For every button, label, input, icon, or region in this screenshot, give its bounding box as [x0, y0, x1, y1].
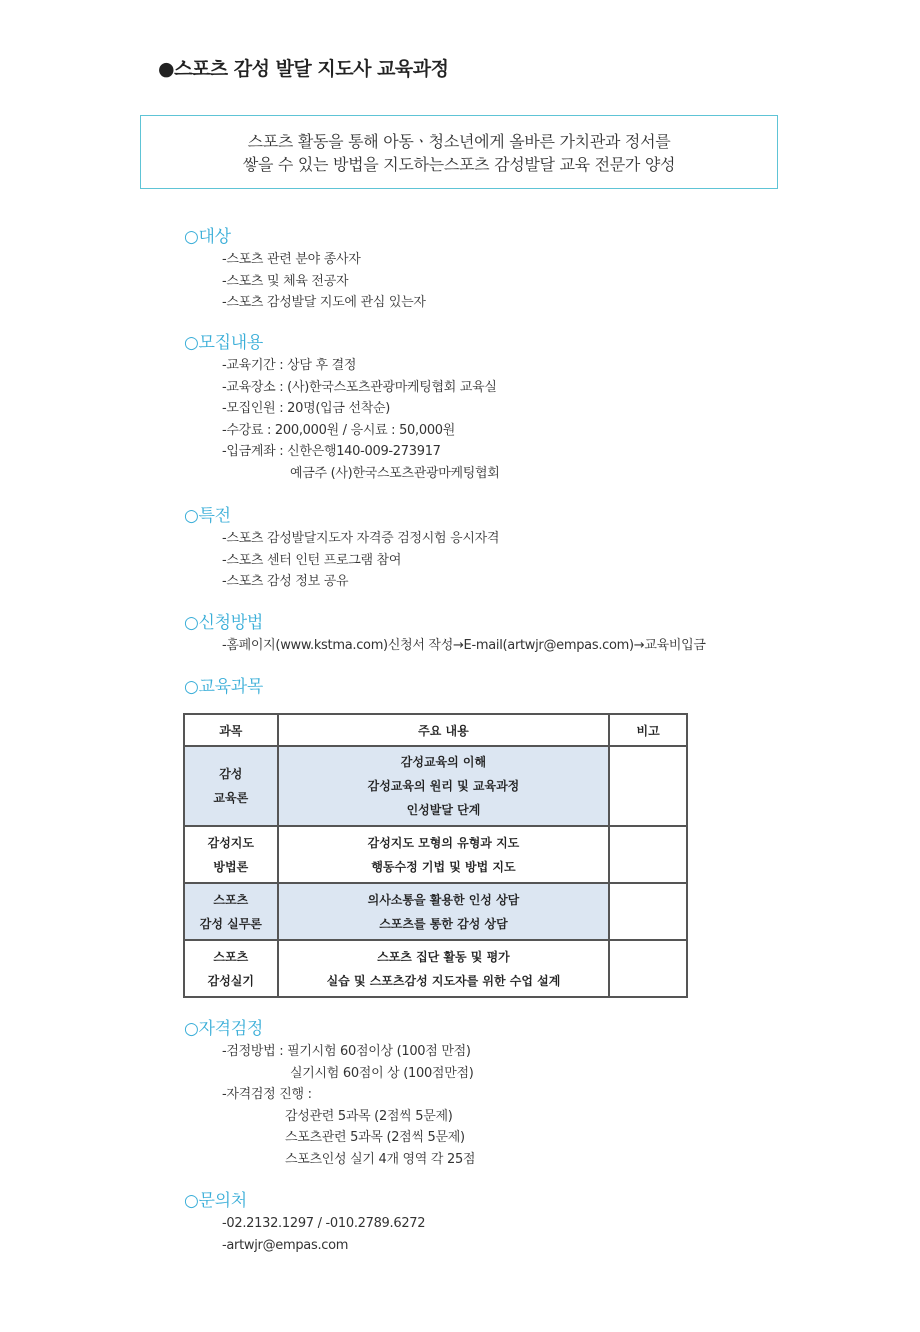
list-item: 스포츠관련 5과목 (2점씩 5문제)	[285, 1130, 465, 1145]
note-cell	[609, 940, 687, 997]
contact-email[interactable]: -artwjr@empas.com	[222, 1237, 349, 1253]
page-title: ●스포츠 감성 발달 지도사 교육과정	[158, 58, 449, 80]
note-cell	[609, 883, 687, 940]
subject-cell: 스포츠 감성실기	[184, 940, 278, 997]
list-item: 스포츠인성 실기 4개 영역 각 25점	[285, 1151, 476, 1167]
intro-box	[140, 115, 778, 189]
table-row	[184, 883, 687, 940]
intro-line: 스포츠 활동을 통해 아동ㆍ청소년에게 올바른 가치관과 정서를	[247, 132, 671, 151]
subject-cell: 스포츠 감성 실무론	[184, 883, 278, 940]
list-item: -스포츠 센터 인턴 프로그램 참여	[222, 552, 402, 568]
intro-line: 쌓을 수 있는 방법을 지도하는스포츠 감성발달 교육 전문가 양성	[242, 155, 676, 174]
content-cell: 의사소통을 활용한 인성 상담 스포츠를 통한 감성 상담	[278, 883, 610, 940]
list-item: -검정방법 : 필기시험 60점이상 (100점 만점)	[222, 1044, 471, 1059]
section-heading: ○모집내용	[184, 333, 264, 353]
list-item: -홈페이지(www.kstma.com)신청서 작성→E-mail(artwjr@empas.com)→교육비입금	[222, 638, 706, 653]
section-heading: ○문의처	[184, 1191, 247, 1211]
section-heading: ○대상	[184, 227, 231, 247]
section-heading: ○특전	[184, 506, 231, 526]
header-note: 비고	[609, 714, 687, 746]
list-item: -스포츠 및 체육 전공자	[222, 273, 349, 289]
section-target	[184, 224, 426, 314]
section-heading: ○자격검정	[184, 1019, 264, 1039]
section-recruit	[184, 330, 500, 484]
content-cell: 감성지도 모형의 유형과 지도 행동수정 기법 및 방법 지도	[278, 826, 610, 883]
list-item: -수강료 : 200,000원 / 응시료 : 50,000원	[222, 422, 456, 438]
list-item: 감성관련 5과목 (2점씩 5문제)	[285, 1108, 453, 1124]
subject-cell: 감성 교육론	[184, 746, 278, 826]
list-item: -스포츠 관련 분야 종사자	[222, 252, 361, 267]
section-exam	[184, 1016, 475, 1170]
content-cell: 감성교육의 이해 감성교육의 원리 및 교육과정 인성발달 단계	[278, 746, 610, 826]
list-item: -스포츠 감성발달지도자 자격증 검정시험 응시자격	[222, 531, 500, 546]
subject-table	[183, 713, 688, 998]
list-item: 실기시험 60점이 상 (100점만점)	[290, 1065, 474, 1081]
list-item: -교육기간 : 상담 후 결정	[222, 358, 357, 373]
list-item: -입금계좌 : 신한은행140-009-273917	[222, 444, 441, 459]
list-item: -자격검정 진행 :	[222, 1087, 312, 1102]
table-row	[184, 826, 687, 883]
section-heading: ○교육과목	[184, 677, 264, 697]
section-subjects	[184, 674, 263, 700]
list-item: -교육장소 : (사)한국스포츠관광마케팅협회 교육실	[222, 379, 497, 395]
note-cell	[609, 826, 687, 883]
list-item: -스포츠 감성 정보 공유	[222, 574, 349, 589]
note-cell	[609, 746, 687, 826]
header-subject: 과목	[184, 714, 278, 746]
list-item: -모집인원 : 20명(입금 선착순)	[222, 401, 391, 416]
contact-phone: -02.2132.1297 / -010.2789.6272	[222, 1216, 426, 1231]
header-content: 주요 내용	[278, 714, 610, 746]
list-item: -스포츠 감성발달 지도에 관심 있는자	[222, 295, 426, 310]
section-heading: ○신청방법	[184, 613, 264, 633]
section-benefits	[184, 503, 499, 593]
account-holder: 예금주 (사)한국스포츠관광마케팅협회	[290, 465, 500, 481]
table-row	[184, 746, 687, 826]
content-cell: 스포츠 집단 활동 및 평가 실습 및 스포츠감성 지도자를 위한 수업 설계	[278, 940, 610, 997]
table-header-row	[184, 714, 687, 746]
table-row	[184, 940, 687, 997]
section-apply	[184, 610, 706, 657]
section-contact	[184, 1188, 425, 1256]
subject-cell: 감성지도 방법론	[184, 826, 278, 883]
